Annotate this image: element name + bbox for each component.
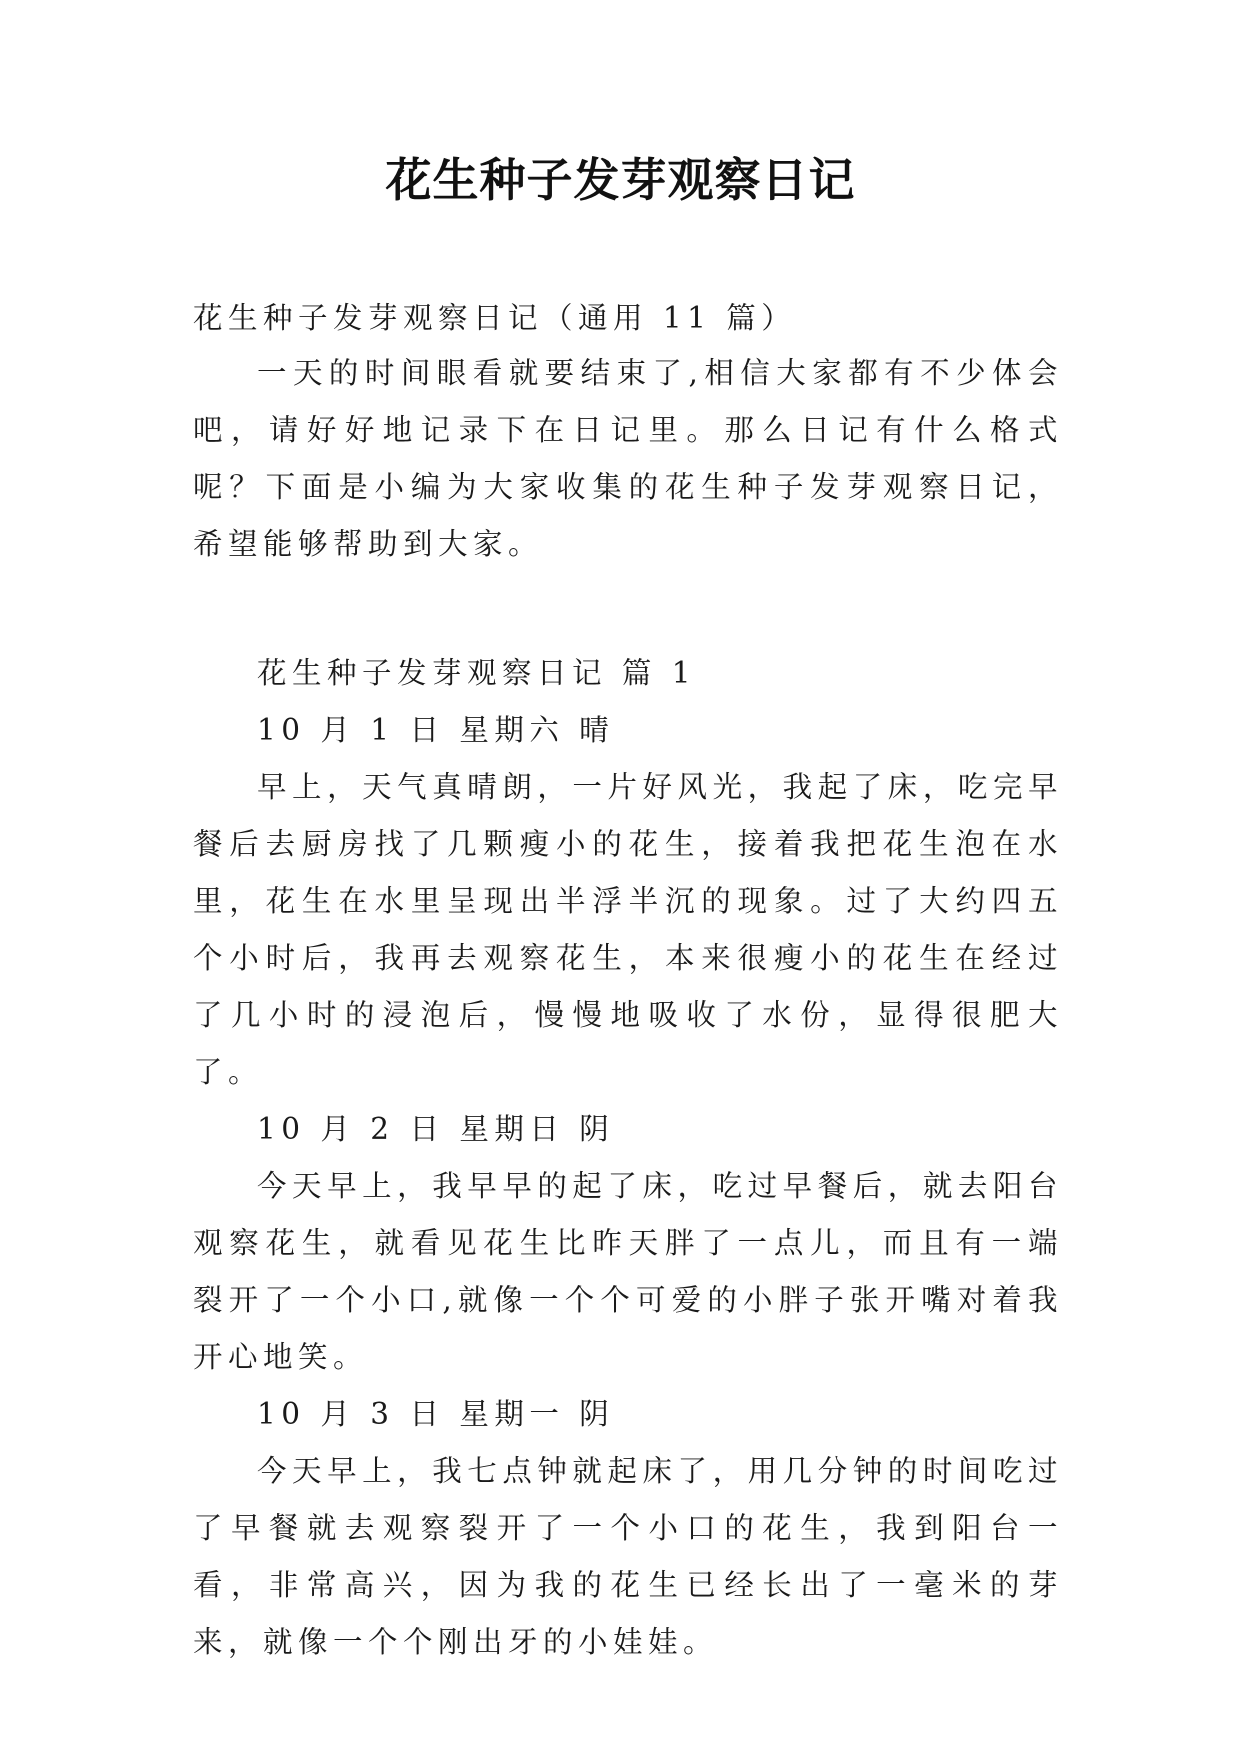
diary-section (193, 645, 1063, 1671)
document-title: 花生种子发芽观察日记 (385, 153, 856, 207)
intro-paragraph: 一天的时间眼看就要结束了,相信大家都有不少体会吧，请好好地记录下在日记里。那么日记有什么格式呢？下面是小编为大家收集的花生种子发芽观察日记，希望能够帮助到大家。 (193, 356, 1063, 561)
entry-date: 10 月 2 日 星期日 阴 (257, 1112, 615, 1146)
entry-text: 早上，天气真晴朗，一片好风光，我起了床，吃完早餐后去厨房找了几颗瘦小的花生，接着我把花生泡在水里，花生在水里呈现出半浮半沉的现象。过了大约四五个小时后，我再去观察花生，本来很瘦小的花生在经过了几小时的浸泡后，慢慢地吸收了水份，显得很肥大了。 (193, 770, 1063, 1089)
entry-date: 10 月 3 日 星期一 阴 (257, 1397, 615, 1431)
document-subtitle: 花生种子发芽观察日记（通用 11 篇） (193, 301, 797, 335)
entry-text: 今天早上，我七点钟就起床了，用几分钟的时间吃过了早餐就去观察裂开了一个小口的花生，我到阳台一看，非常高兴，因为我的花生已经长出了一毫米的芽来，就像一个个刚出牙的小娃娃。 (193, 1454, 1063, 1659)
document-subtitle-block (193, 290, 1063, 347)
entry-date: 10 月 1 日 星期六 晴 (257, 713, 615, 747)
intro-block (193, 345, 1063, 573)
entry-text: 今天早上，我早早的起了床，吃过早餐后，就去阳台观察花生，就看见花生比昨天胖了一点儿，而且有一端裂开了一个小口,就像一个个可爱的小胖子张开嘴对着我开心地笑。 (193, 1169, 1063, 1374)
section-heading: 花生种子发芽观察日记 篇 1 (257, 656, 697, 690)
